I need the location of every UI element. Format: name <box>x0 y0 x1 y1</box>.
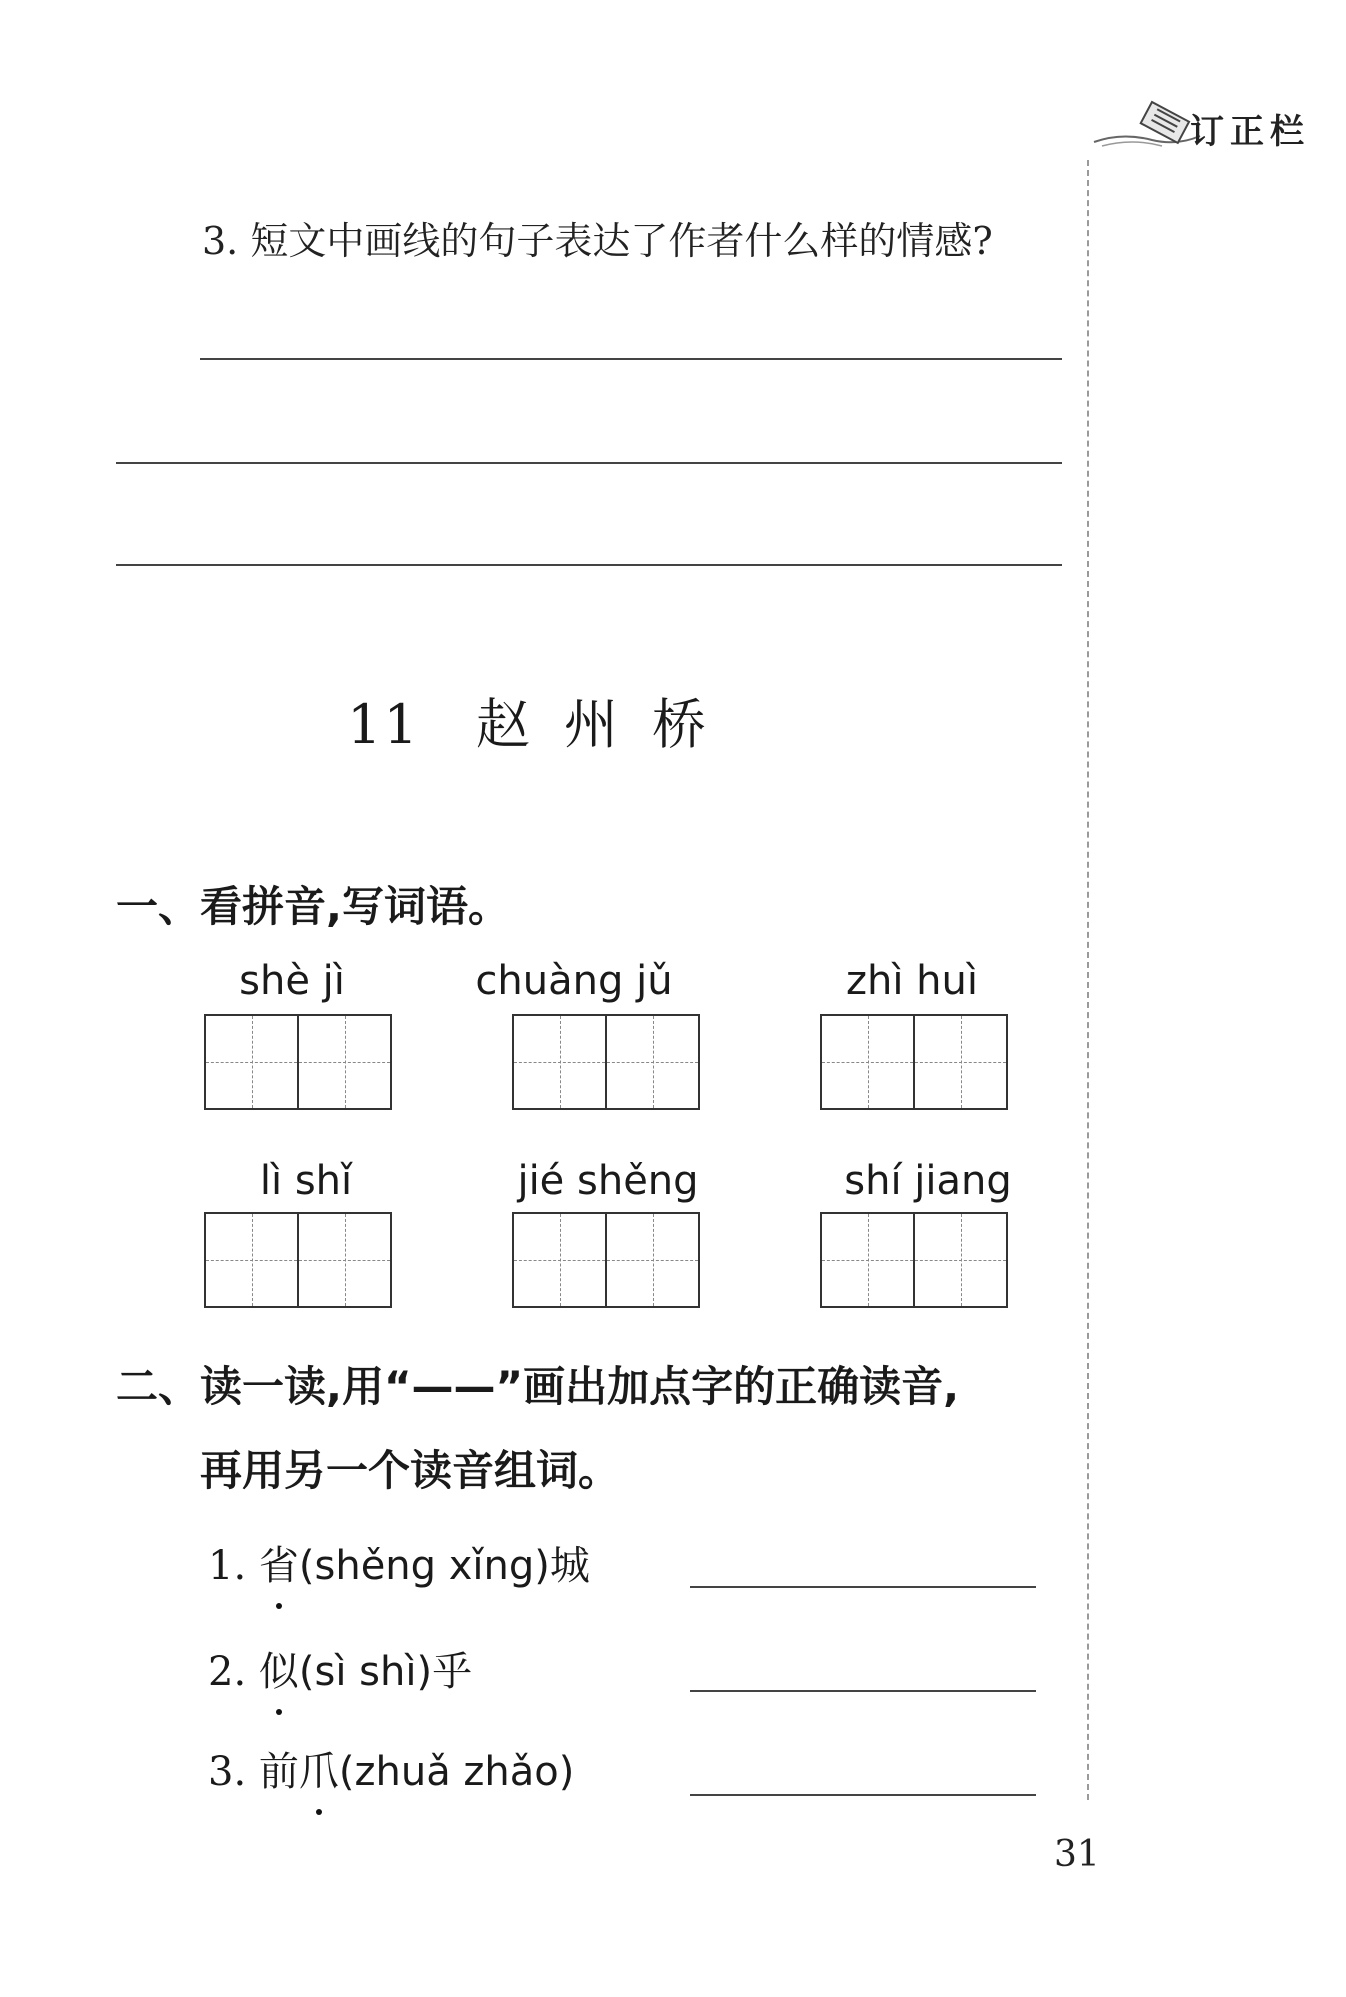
answer-line-3[interactable] <box>116 564 1062 566</box>
pinyin-options[interactable]: (sì shì) <box>298 1649 433 1695</box>
section-1-heading: 一、看拼音,写词语。 <box>116 882 510 931</box>
question-3: 3. 短文中画线的句子表达了作者什么样的情感? <box>202 219 993 263</box>
dotted-character: 省 <box>259 1534 299 1591</box>
page-number: 31 <box>1054 1834 1100 1875</box>
dotted-character: 爪 <box>299 1740 339 1797</box>
writing-grid[interactable] <box>512 1212 700 1308</box>
answer-line-2[interactable] <box>116 462 1062 464</box>
lesson-name: 赵州桥 <box>475 693 740 756</box>
writing-grid[interactable] <box>204 1014 392 1110</box>
writing-grid[interactable] <box>820 1014 1008 1110</box>
answer-line-1[interactable] <box>200 358 1062 360</box>
pinyin-label: shí jiang <box>844 1158 1012 1204</box>
pinyin-label: chuàng jǔ <box>475 958 673 1004</box>
section-2-heading-line2: 再用另一个读音组词。 <box>200 1446 621 1495</box>
reading-item-3: 3. 前爪(zhuǎ zhǎo) <box>208 1740 574 1797</box>
pencil-eraser-icon <box>1092 96 1202 156</box>
reading-item-1: 1. 省(shěng xǐng)城 <box>208 1534 590 1591</box>
writing-grid[interactable] <box>820 1212 1008 1308</box>
reading-item-2: 2. 似(sì shì)乎 <box>208 1640 472 1697</box>
section-2-heading: 二、读一读,用“——”画出加点字的正确读音, <box>116 1362 960 1411</box>
dotted-character: 似 <box>259 1640 299 1697</box>
writing-grid[interactable] <box>512 1014 700 1110</box>
writing-grid[interactable] <box>204 1212 392 1308</box>
pinyin-label: shè jì <box>239 958 345 1004</box>
correction-column-title: 订正栏 <box>1190 112 1310 152</box>
pinyin-options[interactable]: (shěng xǐng) <box>298 1543 550 1589</box>
pinyin-options[interactable]: (zhuǎ zhǎo) <box>338 1749 575 1795</box>
answer-line-item-2[interactable] <box>690 1690 1036 1692</box>
pinyin-label: lì shǐ <box>259 1158 353 1204</box>
correction-column-divider <box>1087 160 1089 1800</box>
pinyin-label: jié shěng <box>517 1158 699 1204</box>
answer-line-item-3[interactable] <box>690 1794 1036 1796</box>
pinyin-label: zhì huì <box>846 958 978 1004</box>
lesson-number: 11 <box>347 693 420 756</box>
answer-line-item-1[interactable] <box>690 1586 1036 1588</box>
lesson-title <box>0 682 1087 759</box>
